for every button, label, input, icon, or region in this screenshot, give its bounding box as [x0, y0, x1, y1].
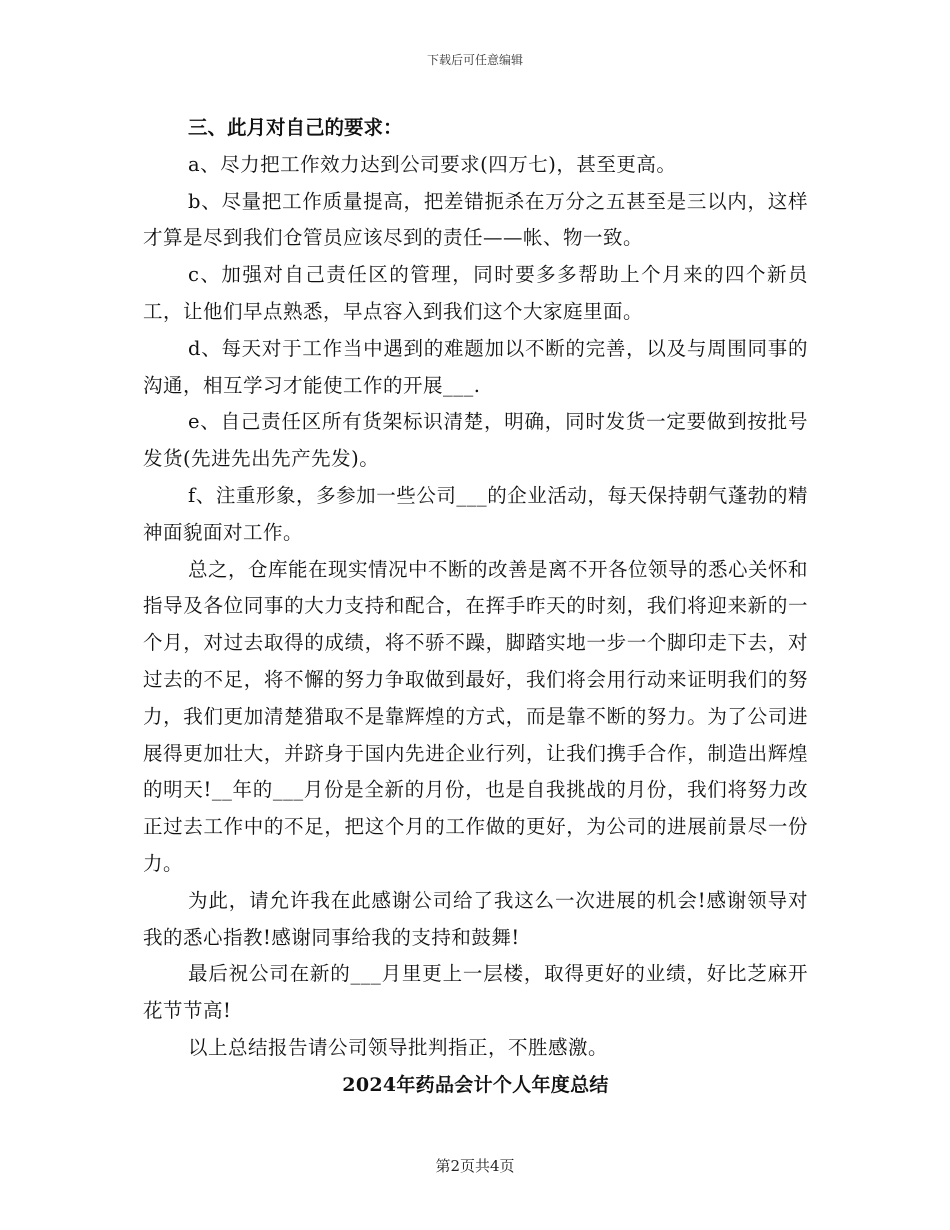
paragraph-closing: 以上总结报告请公司领导批判指正，不胜感激。 — [188, 1035, 609, 1059]
page-header-note: 下载后可任意编辑 — [426, 53, 523, 67]
paragraph-b: b、尽量把工作质量提高，把差错扼杀在万分之五甚至是三以内，这样才算是尽到我们仓管员应该尽到的责任——帐、物一致。 — [143, 189, 808, 250]
paragraph-c: c、加强对自己责任区的管理，同时要多多帮助上个月来的四个新员工，让他们早点熟悉，早点容入到我们这个大家庭里面。 — [143, 263, 808, 323]
paragraph-d: d、每天对于工作当中遇到的难题加以不断的完善，以及与周围同事的沟通，相互学习才能使工作的开展___. — [143, 336, 808, 397]
page-number: 第2页共4页 — [435, 1157, 515, 1175]
paragraph-e: e、自己责任区所有货架标识清楚，明确，同时发货一定要做到按批号发货(先进先出先产先发)。 — [143, 410, 808, 471]
document-body — [143, 110, 808, 1104]
next-document-title: 2024年药品会计个人年度总结 — [342, 1073, 609, 1096]
paragraph-wishes: 最后祝公司在新的___月里更上一层楼，取得更好的业绩，好比芝麻开花节节高! — [143, 962, 808, 1023]
paragraph-thanks: 为此，请允许我在此感谢公司给了我这么一次进展的机会!感谢领导对我的悉心指教!感谢同事给我的支持和鼓舞! — [143, 888, 808, 949]
section-heading: 三、此月对自己的要求： — [188, 116, 403, 139]
paragraph-f: f、注重形象，多参加一些公司___的企业活动，每天保持朝气蓬勃的精神面貌面对工作。 — [143, 483, 808, 544]
paragraph-summary: 总之，仓库能在现实情况中不断的改善是离不开各位领导的悉心关怀和指导及各位同事的大力支持和配合，在挥手昨天的时刻，我们将迎来新的一个月，对过去取得的成绩，将不骄不躁，脚踏实地一步一个脚印走下去，对过去的不足，将不懈的努力争取做到最好，我们将会用行动来证明我们的努力，我们更加清楚猎取不是靠辉煌的方式，而是靠不断的努力。为了公司进展得更加壮大，并跻身于国内先进企业行列，让我们携手合作，制造出辉煌的明天!__年的___月份是全新的月份，也是自我挑战的月份，我们将努力改正过去工作中的不足，把这个月的工作做的更好，为公司的进展前景尽一份力。 — [143, 557, 809, 875]
paragraph-a: a、尽力把工作效力达到公司要求(四万七)，甚至更高。 — [188, 152, 677, 176]
